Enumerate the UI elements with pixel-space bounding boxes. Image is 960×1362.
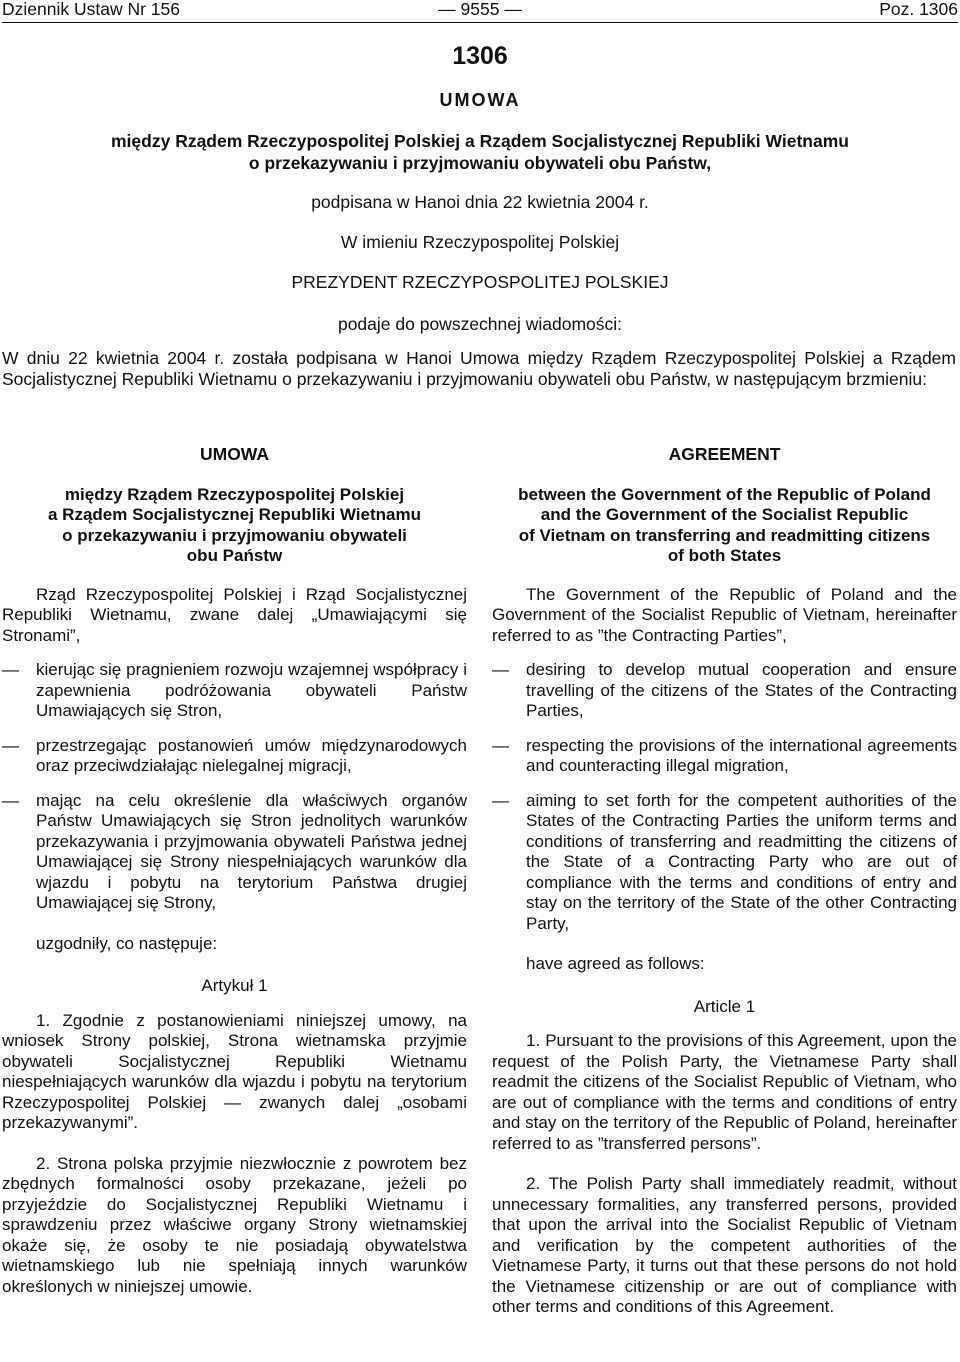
em-dash: — bbox=[492, 790, 509, 810]
header-rule bbox=[2, 22, 958, 23]
english-title-line-4: of both States bbox=[667, 546, 782, 565]
president-line: PREZYDENT RZECZYPOSPOLITEJ POLSKIEJ bbox=[291, 272, 669, 292]
polish-title-line-4: obu Państw bbox=[186, 546, 283, 565]
intro-paragraph: W dniu 22 kwietnia 2004 r. została podpisana w Hanoi Umowa między Rządem Rzeczypospolitej Polskiej a Rządem Socjalistycznej Republiki Wietnamu o przekazywaniu i przyjmowaniu obywateli obu Państw, w następującym brzmieniu: bbox=[2, 348, 956, 389]
on-behalf-line: W imieniu Rzeczypospolitej Polskiej bbox=[340, 232, 620, 252]
english-preamble: The Government of the Republic of Poland and the Government of the Socialist Republic of Vietnam, hereinafter referred to as ”the Contracting Parties”, bbox=[492, 584, 957, 645]
polish-recital-2-text: przestrzegając postanowień umów międzynarodowych oraz przeciwdziałając nielegalnej migracji, bbox=[36, 735, 467, 775]
english-title-line-1: between the Government of the Republic of Poland bbox=[518, 484, 931, 504]
polish-recital-3 bbox=[2, 791, 467, 914]
english-title-line-2: and the Government of the Socialist Republic bbox=[540, 505, 909, 524]
document-title bbox=[0, 130, 960, 174]
polish-article-para-1: 1. Zgodnie z postanowieniami niniejszej umowy, na wniosek Strony polskiej, Strona wietnamska przyjmie obywateli Socjalistycznej Republiki Wietnamu niespełniających warunków dla wjazdu i pobytu na terytorium Rzeczypospolitej Polskiej — zwanych dalej „osobami przekazywanymi”. bbox=[2, 1010, 467, 1132]
english-recital-2-text: respecting the provisions of the international agreements and counteracting illegal migration, bbox=[526, 735, 957, 775]
polish-recital-1 bbox=[2, 660, 467, 722]
english-title bbox=[492, 485, 957, 567]
em-dash: — bbox=[2, 790, 19, 810]
polish-title-line-3: o przekazywaniu i przyjmowaniu obywateli bbox=[62, 525, 407, 545]
polish-title-line-2: a Rządem Socjalistycznej Republiki Wietnamu bbox=[47, 505, 421, 524]
title-line-1: między Rządem Rzeczypospolitej Polskiej a Rządem Socjalistycznej Republiki Wietnamu bbox=[111, 131, 849, 151]
english-recital-2 bbox=[492, 736, 957, 777]
polish-recital-3-text: mając na celu określenie dla właściwych organów Państw Umawiających się Stron jednolitych warunków przekazywania i przyjmowania obywateli Państwa jednej Umawiającej się Strony niespełniających warunków dla wjazdu i pobytu na terytorium Państwa drugiej Umawiającej się Strony, bbox=[36, 790, 467, 912]
english-recital-1-text: desiring to develop mutual cooperation and ensure travelling of the citizens of the States of the Contracting Parties, bbox=[526, 660, 957, 720]
polish-recital-2 bbox=[2, 736, 467, 777]
english-recital-3-text: aiming to set forth for the competent authorities of the States of the Contracting Parties the uniform terms and conditions of transferring and readmitting the citizens of the State of a Contracting Party who are out of compliance with the terms and conditions of entry and stay on the territory of the State of the other Contracting Party, bbox=[526, 790, 957, 933]
signing-date: podpisana w Hanoi dnia 22 kwietnia 2004 r. bbox=[311, 192, 649, 212]
polish-heading: UMOWA bbox=[199, 444, 270, 464]
journal-title: Dziennik Ustaw Nr 156 bbox=[2, 0, 180, 19]
polish-article-heading: Artykuł 1 bbox=[201, 976, 268, 995]
document-type: UMOWA bbox=[439, 90, 521, 110]
em-dash: — bbox=[2, 660, 19, 679]
polish-agreed: uzgodniły, co następuje: bbox=[36, 933, 218, 953]
em-dash: — bbox=[2, 735, 19, 755]
english-title-line-3: of Vietnam on transferring and readmitting citizens bbox=[518, 525, 931, 545]
english-article-para-1: 1. Pursuant to the provisions of this Agreement, upon the request of the Polish Party, the Vietnamese Party shall readmit the citizens of the Socialist Republic of Vietnam, who are out of compliance with the terms and conditions of entry and stay on the territory of the Republic of Poland, hereinafter referred to as ”transferred persons”. bbox=[492, 1031, 957, 1153]
english-recital-1 bbox=[492, 660, 957, 722]
polish-title bbox=[2, 485, 467, 567]
em-dash: — bbox=[492, 660, 509, 679]
english-article-heading: Article 1 bbox=[693, 996, 756, 1016]
polish-column bbox=[2, 444, 467, 1297]
polish-article-para-2: 2. Strona polska przyjmie niezwłocznie z powrotem bez zbędnych formalności osoby przekazane, jeżeli po przyjeździe do Socjalistycznej Republiki Wietnamu i sprawdzeniu przez właściwe organy Strony wietnamskiej okaże się, że osoby te nie posiadają obywatelstwa wietnamskiego lub nie spełniają innych warunków określonych w niniejszej umowie. bbox=[2, 1153, 467, 1296]
polish-recital-1-text: kierując się pragnieniem rozwoju wzajemnej współpracy i zapewnienia podróżowania obywateli Państw Umawiających się Stron, bbox=[36, 660, 467, 720]
page-header bbox=[2, 0, 958, 23]
english-column bbox=[492, 444, 957, 1318]
english-article-para-2: 2. The Polish Party shall immediately readmit, without unnecessary formalities, any transferred persons, provided that upon the arrival into the Socialist Republic of Vietnam and verification by the competent authorities of the Vietnamese Party, it turns out that these persons do not hold the Vietnamese citizenship or are out of compliance with other terms and conditions of this Agreement. bbox=[492, 1174, 957, 1316]
position-number: Poz. 1306 bbox=[879, 0, 958, 19]
title-line-2: o przekazywaniu i przyjmowaniu obywateli obu Państw, bbox=[248, 153, 712, 173]
page-number: — 9555 — bbox=[438, 0, 522, 19]
polish-preamble: Rząd Rzeczypospolitej Polskiej i Rząd Socjalistycznej Republiki Wietnamu, zwane dalej „Umawiającymi się Stronami”, bbox=[2, 584, 467, 645]
english-agreed: have agreed as follows: bbox=[526, 954, 705, 973]
polish-title-line-1: między Rządem Rzeczypospolitej Polskiej bbox=[64, 484, 405, 504]
document-number: 1306 bbox=[452, 42, 508, 70]
english-heading: AGREEMENT bbox=[668, 444, 781, 464]
announcement-line: podaje do powszechnej wiadomości: bbox=[337, 314, 623, 334]
english-recital-3 bbox=[492, 791, 957, 935]
em-dash: — bbox=[492, 735, 509, 755]
